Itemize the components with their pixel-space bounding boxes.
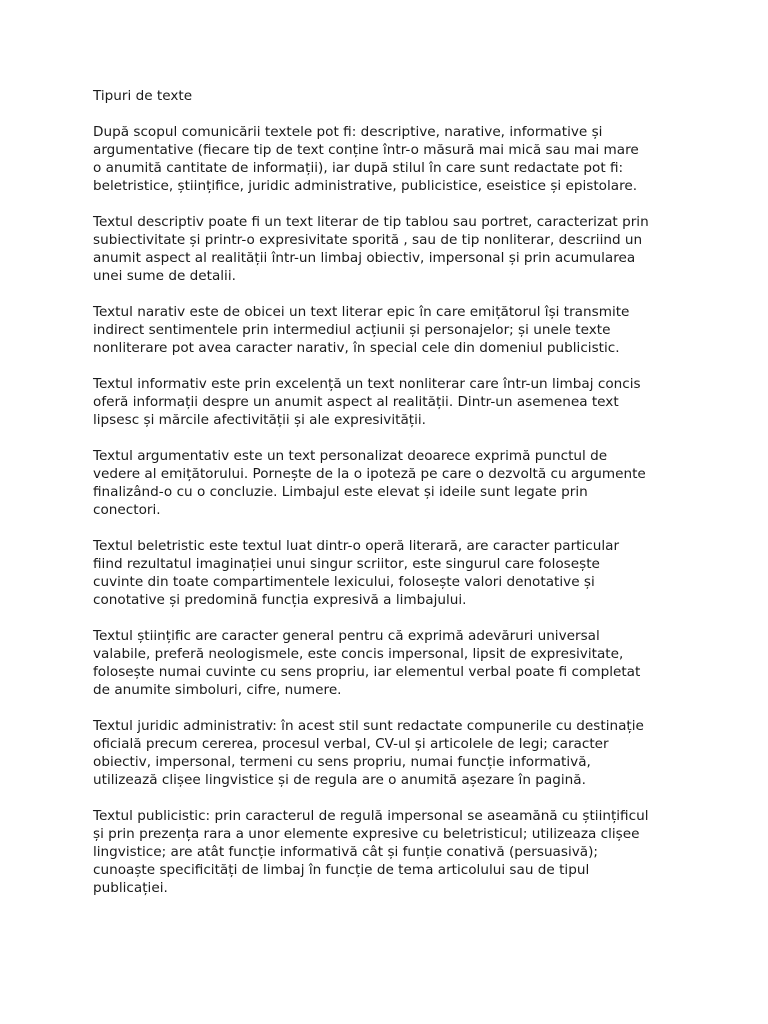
paragraph-scopul-comunicarii: După scopul comunicării textele pot fi: descriptive, narative, informative și argumentative (fiecare tip de text conține într-o măsură mai mică sau mai mare o anumită cantitate de informații), iar după stilul în care sunt redactate pot fi: beletristice, științifice, juridic administrative, publicistice, eseistice și epistolare.: [93, 124, 639, 194]
paragraph-text-publicistic: Textul publicistic: prin caracterul de regulă impersonal se aseamănă cu științificul și prin prezența rara a unor elemente expresive cu beletristicul; utilizeaza clișee lingvistice; are atât funcție informativă cât și funție conativă (persuasivă); cunoaște specificități de limbaj în funcție de tema articolului sau de tipul publicației.: [93, 808, 649, 896]
paragraph-text-stiintific: Textul științific are caracter general pentru că exprimă adevăruri universal valabile, preferă neologismele, este concis impersonal, lipsit de expresivitate, folosește numai cuvinte cu sens propriu, iar elementul verbal poate fi completat de anumite simboluri, cifre, numere.: [93, 628, 641, 698]
paragraph-text-narativ: Textul narativ este de obicei un text literar epic în care emițătorul își transmite indirect sentimentele prin intermediul acțiunii și personajelor; și unele texte nonliterare pot avea caracter narativ, în special cele din domeniul publicistic.: [93, 304, 630, 356]
paragraph-text-informativ: Textul informativ este prin excelență un text nonliterar care într-un limbaj concis oferă informații despre un anumit aspect al realității. Dintr-un asemenea text lipsesc și mărcile afectivității și ale expresivității.: [93, 376, 641, 428]
paragraph-text-beletristic: Textul beletristic este textul luat dintr-o operă literară, are caracter particular fiind rezultatul imaginației unui singur scriitor, este singurul care folosește cuvinte din toate compartimentele lexicului, folosește valori denotative și conotative și predomină funcția expresivă a limbajului.: [93, 538, 620, 608]
document-body: [93, 87, 713, 915]
document-title: Tipuri de texte: [93, 88, 193, 104]
paragraph-text-argumentativ: Textul argumentativ este un text personalizat deoarece exprimă punctul de vedere al emițătorului. Pornește de la o ipoteză pe care o dezvoltă cu argumente finalizând-o cu o concluzie. Limbajul este elevat și ideile sunt legate prin conectori.: [93, 448, 646, 518]
paragraph-text-descriptiv: Textul descriptiv poate fi un text literar de tip tablou sau portret, caracterizat prin subiectivitate și printr-o expresivitate sporită , sau de tip nonliterar, descriind un anumit aspect al realității într-un limbaj obiectiv, impersonal și prin acumularea unei sume de detalii.: [93, 214, 649, 284]
paragraph-text-juridic-administrativ: Textul juridic administrativ: în acest stil sunt redactate compunerile cu destinație oficială precum cererea, procesul verbal, CV-ul și articolele de legi; caracter obiectiv, impersonal, termeni cu sens propriu, numai funcție informativă, utilizează clișee lingvistice și de regula are o anumită așezare în pagină.: [93, 718, 644, 788]
